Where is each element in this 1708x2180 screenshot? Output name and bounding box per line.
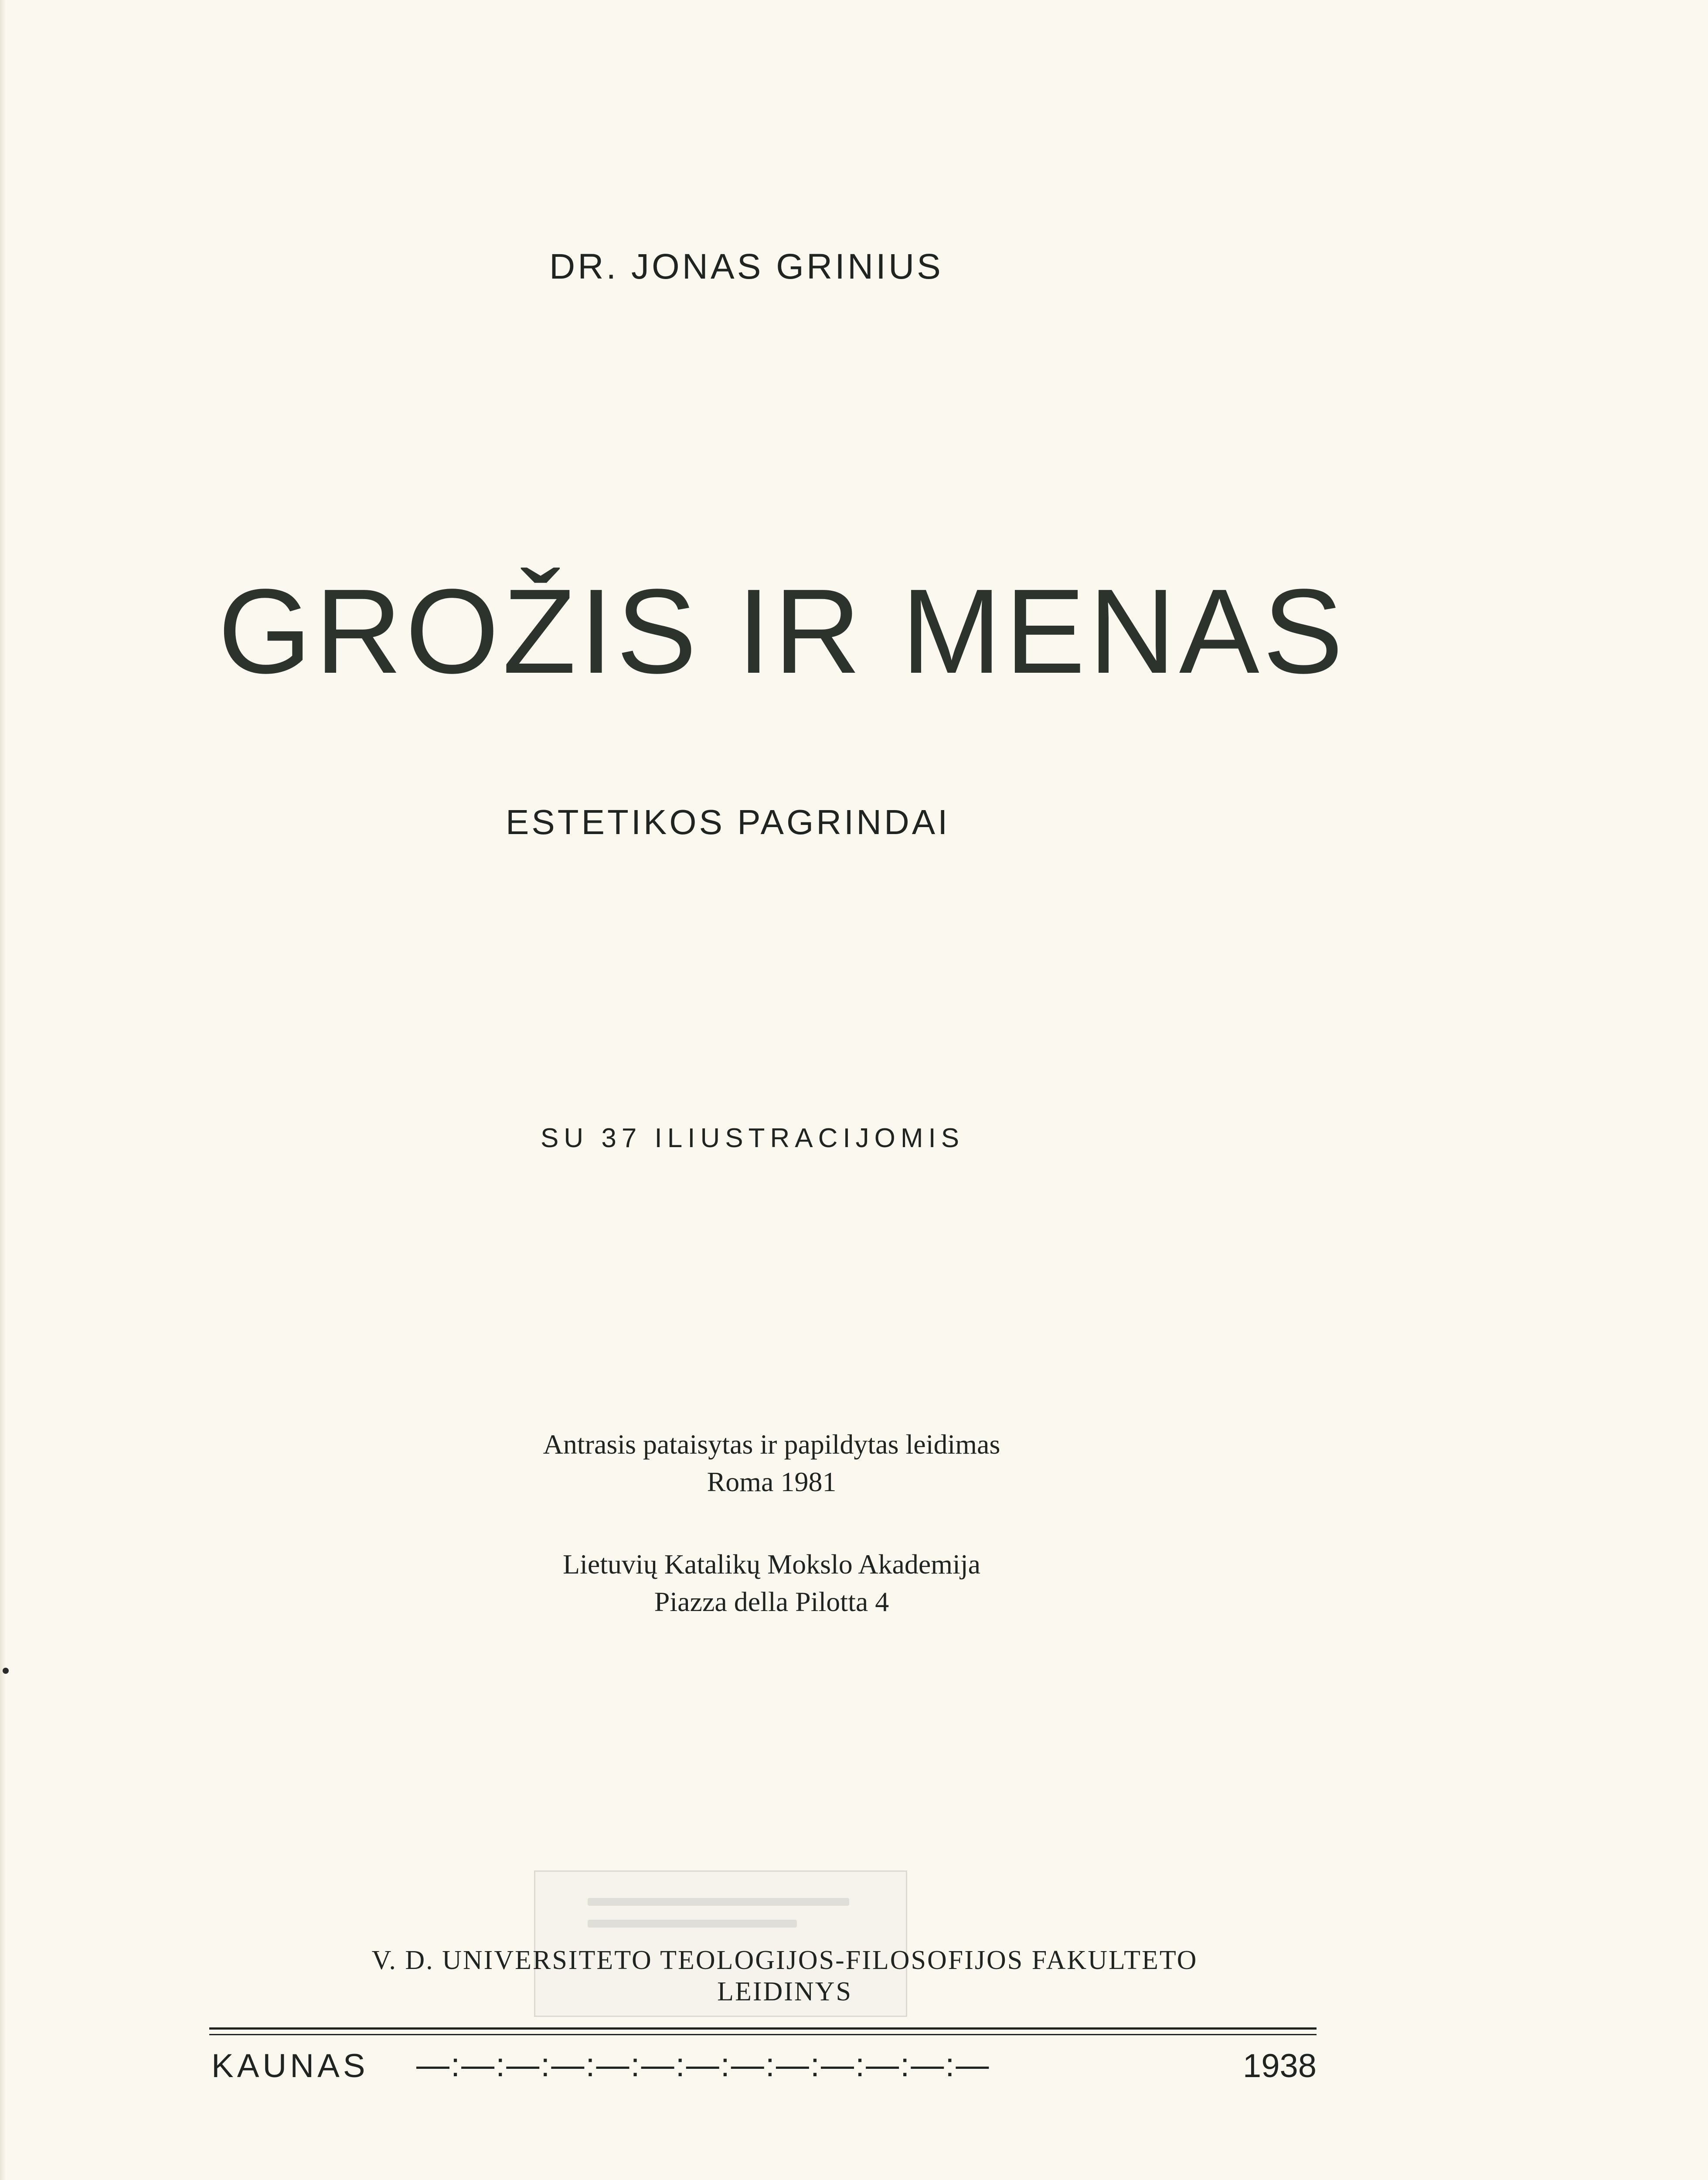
footer-rule-bottom: [209, 2034, 1317, 2035]
page-edge: [0, 0, 6, 2180]
edition-info: [488, 1426, 1055, 1501]
author-name: DR. JONAS GRINIUS: [549, 247, 943, 286]
faculty-name: V. D. UNIVERSITETO TEOLOGIJOS-FILOSOFIJOS FAKULTETO: [371, 1945, 1198, 1975]
page-speck: [3, 1668, 9, 1674]
publisher-address: Piazza della Pilotta 4: [654, 1586, 889, 1617]
faculty-imprint: [244, 1945, 1325, 2007]
book-subtitle: ESTETIKOS PAGRINDAI: [506, 803, 950, 841]
edition-line: Antrasis pataisytas ir papildytas leidimas: [543, 1429, 1000, 1460]
publisher-name: Lietuvių Katalikų Mokslo Akademija: [562, 1549, 981, 1580]
edition-place-year: Roma 1981: [707, 1466, 837, 1497]
footer-rule-top: [209, 2027, 1317, 2030]
illustrations-note: SU 37 ILIUSTRACIJOMIS: [541, 1123, 965, 1153]
publisher-info: [506, 1546, 1038, 1621]
imprint-footer: [211, 2047, 1317, 2091]
faculty-publication: LEIDINYS: [717, 1977, 852, 2006]
stamp-line: [588, 1920, 797, 1928]
stamp-line: [588, 1898, 849, 1906]
publication-city: KAUNAS: [211, 2047, 369, 2085]
footer-separator: —:—:—:—:—:—:—:—:—:—:—:—:—: [416, 2047, 990, 2084]
publication-year: 1938: [1242, 2047, 1317, 2085]
book-title: GROŽIS IR MENAS: [218, 564, 1347, 698]
